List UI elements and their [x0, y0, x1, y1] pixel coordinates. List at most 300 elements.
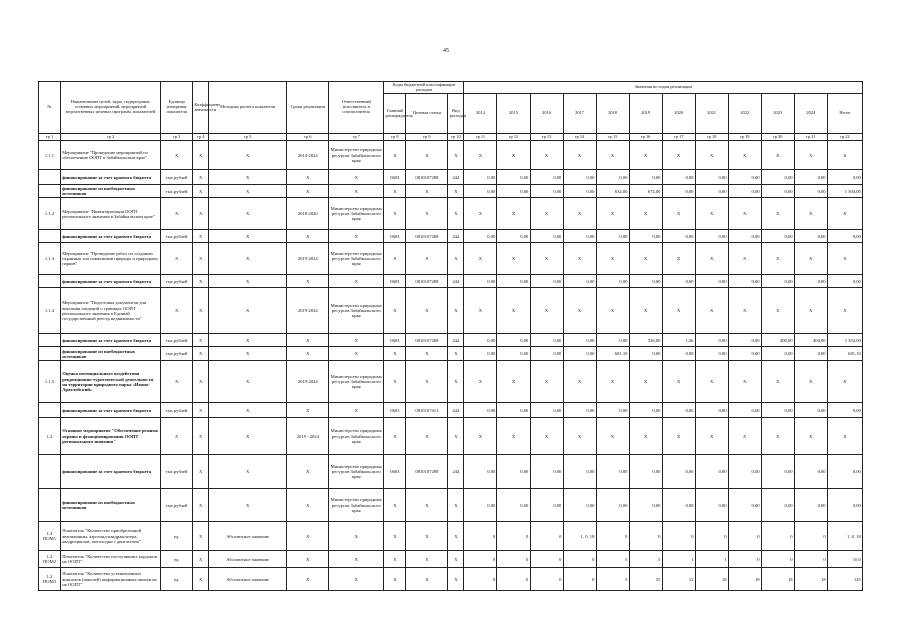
row-coefficient: Х: [193, 275, 209, 288]
column-index: гр 3: [161, 134, 193, 141]
row-year-value: 0,00: [596, 230, 629, 243]
row-year-value: 0: [563, 551, 596, 568]
row-unit: тыс.рублей: [161, 347, 193, 361]
table-row: [39, 230, 863, 243]
row-year-value: 0,00: [563, 185, 596, 198]
row-name: финансирование из внебюджетных источников: [61, 489, 161, 522]
row-expense-type: Х: [448, 522, 464, 551]
row-year-value: 0,00: [794, 347, 827, 361]
table-row: [39, 141, 863, 170]
row-year-value: 12: [662, 568, 695, 591]
row-executor: Министерство природных ресурсов Забайкальского края: [329, 489, 384, 522]
row-year-value: Х: [497, 288, 530, 334]
row-year-value: Х: [761, 418, 794, 455]
row-year-value: 0,00: [497, 347, 530, 361]
row-year-value: 0,00: [629, 275, 662, 288]
row-year-value: 0,00: [827, 403, 862, 418]
row-year-value: 0,00: [530, 347, 563, 361]
row-number: 1.2: [39, 418, 61, 455]
row-year-value: Х: [662, 418, 695, 455]
header-year: 2024: [794, 94, 827, 134]
column-index: гр 16: [629, 134, 662, 141]
row-year-value: Х: [695, 141, 728, 170]
row-method: Х: [209, 361, 287, 403]
row-term: 2019-2024: [287, 361, 329, 403]
row-name: Мероприятие "Инвентаризация ООПТ регионального значения в Забайкальском крае": [61, 198, 161, 230]
row-term: Х: [287, 489, 329, 522]
row-year-value: 0: [464, 551, 497, 568]
row-year-value: Х: [497, 361, 530, 403]
row-year-value: 0,00: [464, 275, 497, 288]
header-num: №: [39, 82, 61, 134]
row-year-value: 0,00: [728, 347, 761, 361]
row-year-value: Х: [695, 361, 728, 403]
row-year-value: Х: [563, 288, 596, 334]
row-unit: Х: [161, 243, 193, 275]
row-year-value: 0,00: [695, 334, 728, 347]
row-target-item: Х: [406, 347, 448, 361]
row-year-value: 0,00: [596, 403, 629, 418]
row-year-value: Х: [728, 288, 761, 334]
row-year-value: 0,00: [662, 347, 695, 361]
row-year-value: Х: [464, 141, 497, 170]
row-year-value: Х: [563, 361, 596, 403]
row-year-value: 0,00: [728, 489, 761, 522]
row-number: 1.1.2: [39, 198, 61, 230]
row-year-value: 18: [728, 568, 761, 591]
row-year-value: Х: [629, 243, 662, 275]
header-year: 2014: [464, 94, 497, 134]
row-main-admin: Х: [384, 243, 406, 275]
row-year-value: 0: [794, 522, 827, 551]
row-year-value: 0,00: [530, 455, 563, 489]
row-target-item: Х: [406, 288, 448, 334]
row-number: [39, 170, 61, 185]
row-year-value: 681,10: [596, 347, 629, 361]
row-main-admin: Х: [384, 141, 406, 170]
row-year-value: Х: [530, 288, 563, 334]
row-year-value: Х: [794, 198, 827, 230]
row-year-value: 0,00: [761, 403, 794, 418]
row-year-value: Х: [761, 141, 794, 170]
column-index: гр 9: [406, 134, 448, 141]
row-name: финансирование за счет краевого бюджета: [61, 334, 161, 347]
row-year-value: 0,00: [695, 347, 728, 361]
row-coefficient: Х: [193, 418, 209, 455]
row-target-item: 0810107288: [406, 275, 448, 288]
row-year-value: 5: [629, 551, 662, 568]
row-year-value: Х: [761, 288, 794, 334]
row-year-value: 1 354,00: [827, 334, 862, 347]
row-year-value: Х: [662, 288, 695, 334]
row-year-value: 0,00: [761, 455, 794, 489]
row-year-value: 681,10: [827, 347, 862, 361]
row-year-value: 0,00: [563, 170, 596, 185]
header-year: 2016: [530, 94, 563, 134]
row-expense-type: Х: [448, 418, 464, 455]
row-year-value: 0,00: [695, 489, 728, 522]
row-term: 2019-2024: [287, 243, 329, 275]
row-year-value: 0,00: [563, 489, 596, 522]
row-year-value: 0,00: [794, 275, 827, 288]
row-year-value: 0,00: [827, 170, 862, 185]
row-year-value: 0,00: [530, 170, 563, 185]
row-year-value: Х: [695, 288, 728, 334]
row-number: 1.1.1: [39, 141, 61, 170]
row-year-value: Х: [728, 418, 761, 455]
row-year-value: Х: [728, 141, 761, 170]
row-main-admin: Х: [384, 198, 406, 230]
row-name: Мероприятие "Проведение мероприятий по обеспечению ООПТ в Забайкальском крае": [61, 141, 161, 170]
row-method: Абсолютное значение: [209, 551, 287, 568]
row-executor: Министерство природных ресурсов Забайкальского края: [329, 243, 384, 275]
row-executor: Министерство природных ресурсов Забайкальского края: [329, 455, 384, 489]
column-index: гр 10: [448, 134, 464, 141]
row-target-item: 0810107288: [406, 455, 448, 489]
row-year-value: 526,00: [629, 334, 662, 347]
row-executor: Х: [329, 522, 384, 551]
row-expense-type: Х: [448, 185, 464, 198]
row-year-value: 1: [662, 551, 695, 568]
page-number: 45: [443, 48, 449, 54]
row-coefficient: Х: [193, 361, 209, 403]
row-unit: ед.: [161, 551, 193, 568]
row-year-value: 0,00: [596, 455, 629, 489]
header-target-item: Целевая статья: [406, 94, 448, 134]
row-unit: Х: [161, 141, 193, 170]
row-year-value: 0: [761, 522, 794, 551]
row-term: 2019-2024: [287, 288, 329, 334]
row-year-value: 0: [530, 522, 563, 551]
row-target-item: Х: [406, 198, 448, 230]
row-number: [39, 230, 61, 243]
row-expense-type: 244: [448, 334, 464, 347]
row-year-value: 0,00: [761, 347, 794, 361]
row-coefficient: Х: [193, 489, 209, 522]
row-year-value: 1,36: [662, 334, 695, 347]
column-index: гр 2: [61, 134, 161, 141]
row-year-value: Х: [827, 141, 862, 170]
row-year-value: 0,00: [629, 230, 662, 243]
row-term: Х: [287, 185, 329, 198]
row-name: Мероприятие "Подготовка документов для внесения сведений о границах ООПТ регионального значения в Единый государственный реестр недвижимости": [61, 288, 161, 334]
column-index: гр 13: [530, 134, 563, 141]
row-target-item: Х: [406, 141, 448, 170]
row-year-value: 0,00: [563, 275, 596, 288]
row-year-value: 0,00: [662, 275, 695, 288]
row-unit: Х: [161, 361, 193, 403]
row-year-value: 0: [497, 568, 530, 591]
row-name: финансирование из внебюджетных источников: [61, 185, 161, 198]
row-year-value: 0,00: [728, 185, 761, 198]
row-year-value: Х: [596, 141, 629, 170]
row-year-value: Х: [827, 288, 862, 334]
row-unit: тыс.рублей: [161, 230, 193, 243]
row-year-value: 0,00: [827, 489, 862, 522]
row-target-item: Х: [406, 489, 448, 522]
row-year-value: 0,00: [563, 230, 596, 243]
row-term: 2018-2020: [287, 198, 329, 230]
row-year-value: 0,00: [662, 489, 695, 522]
header-unit: Единица измерения показателя: [161, 82, 193, 134]
row-year-value: 0,00: [497, 170, 530, 185]
row-year-value: 0: [464, 522, 497, 551]
row-year-value: 0,00: [530, 230, 563, 243]
row-unit: тыс.рублей: [161, 334, 193, 347]
row-executor: Х: [329, 170, 384, 185]
row-year-value: 0: [530, 551, 563, 568]
row-year-value: 0,00: [629, 347, 662, 361]
row-unit: Х: [161, 198, 193, 230]
row-year-value: 0: [728, 551, 761, 568]
row-method: Х: [209, 418, 287, 455]
row-unit: Х: [161, 418, 193, 455]
row-coefficient: Х: [193, 455, 209, 489]
row-year-value: 0: [662, 522, 695, 551]
row-name: финансирование за счет краевого бюджета: [61, 403, 161, 418]
row-year-value: 5: [596, 551, 629, 568]
header-coef: Коэффициент значимости: [193, 82, 209, 134]
row-expense-type: 244: [448, 403, 464, 418]
row-year-value: Х: [596, 361, 629, 403]
row-main-admin: 0603: [384, 230, 406, 243]
row-expense-type: Х: [448, 243, 464, 275]
row-year-value: 0,00: [728, 455, 761, 489]
row-year-value: Х: [497, 141, 530, 170]
row-year-value: 0,00: [563, 403, 596, 418]
row-number: [39, 403, 61, 418]
row-year-value: 10,0: [827, 551, 862, 568]
row-number: [39, 275, 61, 288]
row-year-value: Х: [464, 288, 497, 334]
row-year-value: 18: [695, 568, 728, 591]
row-method: Х: [209, 141, 287, 170]
header-year: 2017: [563, 94, 596, 134]
header-expense-type: Вид расходов: [448, 94, 464, 134]
header-year: 2015: [497, 94, 530, 134]
row-name: финансирование за счет краевого бюджета: [61, 230, 161, 243]
header-year: 2023: [761, 94, 794, 134]
row-year-value: 0,00: [794, 489, 827, 522]
row-year-value: 0,00: [497, 230, 530, 243]
row-year-value: 0,00: [497, 275, 530, 288]
row-year-value: 400,00: [761, 334, 794, 347]
row-number: 1.1.5: [39, 361, 61, 403]
row-method: Х: [209, 455, 287, 489]
column-index: гр 19: [728, 134, 761, 141]
row-year-value: Х: [728, 198, 761, 230]
row-coefficient: Х: [193, 243, 209, 275]
row-year-value: Х: [728, 361, 761, 403]
row-main-admin: Х: [384, 568, 406, 591]
row-expense-type: Х: [448, 361, 464, 403]
table-row: [39, 455, 863, 489]
row-coefficient: Х: [193, 568, 209, 591]
row-year-value: Х: [794, 141, 827, 170]
row-target-item: 0810107413: [406, 403, 448, 418]
row-main-admin: Х: [384, 347, 406, 361]
row-year-value: 0: [563, 568, 596, 591]
header-year: 2022: [728, 94, 761, 134]
row-main-admin: 0603: [384, 334, 406, 347]
row-executor: Х: [329, 275, 384, 288]
row-executor: Министерство природных ресурсов Забайкальского края: [329, 361, 384, 403]
row-year-value: 0,00: [563, 334, 596, 347]
row-year-value: 632,00: [596, 185, 629, 198]
row-year-value: 0,00: [794, 170, 827, 185]
header-method: Методика расчета показателя: [209, 82, 287, 134]
row-year-value: Х: [596, 288, 629, 334]
row-year-value: 0: [464, 568, 497, 591]
row-coefficient: Х: [193, 198, 209, 230]
row-year-value: 0: [695, 522, 728, 551]
row-coefficient: Х: [193, 522, 209, 551]
row-year-value: 0,00: [662, 403, 695, 418]
table-row: [39, 288, 863, 334]
row-unit: тыс.рублей: [161, 275, 193, 288]
row-name: финансирование за счет краевого бюджета: [61, 170, 161, 185]
row-executor: Х: [329, 347, 384, 361]
row-year-value: 0,00: [464, 403, 497, 418]
row-year-value: 0,00: [629, 170, 662, 185]
row-year-value: 18: [794, 568, 827, 591]
row-year-value: 672,00: [629, 185, 662, 198]
table-row: [39, 489, 863, 522]
row-method: Х: [209, 230, 287, 243]
row-year-value: 0,00: [464, 489, 497, 522]
row-year-value: 0,00: [464, 334, 497, 347]
row-executor: Х: [329, 334, 384, 347]
row-year-value: Х: [662, 198, 695, 230]
header-main-admin: Главный распорядитель: [384, 94, 406, 134]
row-year-value: Х: [662, 141, 695, 170]
row-year-value: 0,00: [596, 334, 629, 347]
row-method: Х: [209, 185, 287, 198]
row-year-value: 0: [761, 551, 794, 568]
row-year-value: 0,00: [497, 185, 530, 198]
row-year-value: 0,00: [530, 334, 563, 347]
row-number: [39, 185, 61, 198]
column-index: гр 18: [695, 134, 728, 141]
row-method: Абсолютное значение: [209, 568, 287, 591]
row-unit: тыс.рублей: [161, 455, 193, 489]
row-year-value: Х: [563, 141, 596, 170]
column-index: гр 12: [497, 134, 530, 141]
row-main-admin: 0603: [384, 170, 406, 185]
row-year-value: Х: [794, 361, 827, 403]
row-target-item: Х: [406, 418, 448, 455]
row-name: Оценка потенциального воздействия рекреационно-туристической деятельности на территории природного парка «Ивано-Арахлейский»: [61, 361, 161, 403]
row-number: 1.1.3: [39, 243, 61, 275]
row-number: [39, 455, 61, 489]
row-year-value: 145: [827, 568, 862, 591]
row-expense-type: Х: [448, 288, 464, 334]
row-year-value: Х: [563, 243, 596, 275]
row-year-value: Х: [530, 243, 563, 275]
row-year-value: Х: [530, 418, 563, 455]
row-coefficient: Х: [193, 185, 209, 198]
row-number: 1.2 ПОМ1: [39, 522, 61, 551]
row-executor: Х: [329, 551, 384, 568]
row-method: Х: [209, 198, 287, 230]
row-main-admin: Х: [384, 489, 406, 522]
column-index: гр 20: [761, 134, 794, 141]
row-year-value: Х: [497, 418, 530, 455]
row-year-value: Х: [563, 198, 596, 230]
row-year-value: 0,00: [827, 455, 862, 489]
row-year-value: Х: [530, 361, 563, 403]
row-coefficient: Х: [193, 141, 209, 170]
row-executor: Х: [329, 185, 384, 198]
row-expense-type: 244: [448, 455, 464, 489]
row-unit: ед.: [161, 522, 193, 551]
table-row: [39, 170, 863, 185]
row-target-item: Х: [406, 185, 448, 198]
row-method: Абсолютное значение: [209, 522, 287, 551]
row-year-value: Х: [629, 418, 662, 455]
column-index: гр 1: [39, 134, 61, 141]
row-year-value: 18: [761, 568, 794, 591]
row-number: [39, 334, 61, 347]
column-index: гр 14: [563, 134, 596, 141]
column-index: гр 7: [329, 134, 384, 141]
row-method: Х: [209, 489, 287, 522]
row-year-value: 5: [596, 568, 629, 591]
column-index: гр 5: [209, 134, 287, 141]
row-name: финансирование за счет краевого бюджета: [61, 275, 161, 288]
row-year-value: 0,00: [761, 230, 794, 243]
row-year-value: 0,00: [695, 230, 728, 243]
row-main-admin: 0603: [384, 275, 406, 288]
row-year-value: Х: [761, 361, 794, 403]
row-year-value: 0,00: [761, 185, 794, 198]
row-year-value: 0,00: [596, 489, 629, 522]
row-year-value: 55: [629, 568, 662, 591]
row-year-value: 1: [695, 551, 728, 568]
row-expense-type: Х: [448, 551, 464, 568]
row-year-value: 1, 0, 18: [827, 522, 862, 551]
row-year-value: 0,00: [728, 334, 761, 347]
row-year-value: 0,00: [728, 170, 761, 185]
row-term: Х: [287, 347, 329, 361]
row-year-value: Х: [530, 141, 563, 170]
row-year-value: Х: [629, 198, 662, 230]
header-budget-codes: Коды бюджетной классификации расходов: [384, 82, 464, 94]
row-year-value: 0,00: [530, 275, 563, 288]
row-year-value: 0: [497, 522, 530, 551]
header-year: 2021: [695, 94, 728, 134]
table-row: [39, 403, 863, 418]
header-year: Итого: [827, 94, 862, 134]
table-row: [39, 347, 863, 361]
column-index: гр 21: [794, 134, 827, 141]
row-year-value: Х: [530, 198, 563, 230]
row-year-value: 1 304,00: [827, 185, 862, 198]
row-year-value: Х: [596, 418, 629, 455]
row-term: Х: [287, 403, 329, 418]
row-year-value: 0,00: [629, 489, 662, 522]
row-year-value: 0,00: [497, 455, 530, 489]
row-year-value: 0,00: [794, 185, 827, 198]
row-year-value: 0,00: [596, 170, 629, 185]
table-row: [39, 243, 863, 275]
row-year-value: 0,00: [761, 170, 794, 185]
row-name: Показатель "Количество установленных аншлагов (панелей) информационных аншлагов на ООПТ": [61, 568, 161, 591]
row-year-value: 0,00: [761, 489, 794, 522]
row-unit: ед.: [161, 568, 193, 591]
row-year-value: Х: [794, 418, 827, 455]
row-main-admin: Х: [384, 522, 406, 551]
